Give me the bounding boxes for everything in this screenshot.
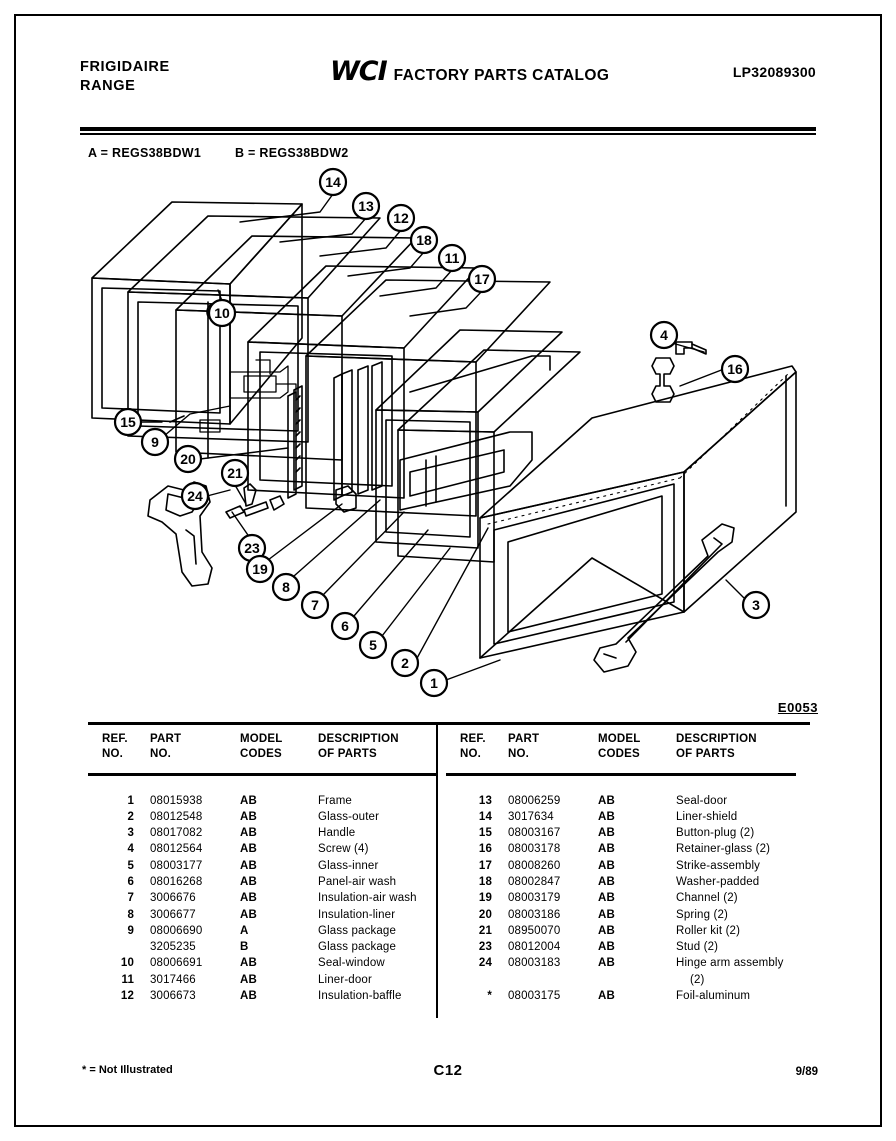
svg-text:16: 16 [727, 361, 743, 377]
cell-model-codes: AB [240, 843, 257, 856]
svg-text:23: 23 [244, 540, 260, 556]
cell-model-codes: AB [598, 875, 615, 888]
diagram-svg [80, 160, 820, 705]
svg-text:4: 4 [660, 327, 668, 343]
parts-table-left-column [88, 728, 438, 1004]
cell-ref-no: 23 [478, 941, 492, 954]
cell-part-no: 08003177 [150, 859, 203, 872]
cell-part-no: 08012564 [150, 843, 203, 856]
callout-3 [743, 592, 769, 618]
table-header-rule-left [88, 773, 438, 776]
parts-rows-right [446, 793, 796, 1005]
brand-category: RANGE [80, 78, 136, 94]
table-row [88, 793, 438, 809]
parts-rows-left [88, 793, 438, 1005]
part-roller-kit [244, 484, 284, 510]
table-row [88, 825, 438, 841]
cell-description: Seal-window [318, 957, 385, 970]
cell-description: Seal-door [676, 794, 728, 807]
part-channel [336, 486, 356, 512]
table-row [446, 825, 796, 841]
cell-part-no: 3017466 [150, 973, 196, 986]
cell-model-codes: AB [240, 973, 257, 986]
callout-4 [651, 322, 677, 348]
part-glass-inner [398, 350, 580, 562]
table-row [446, 890, 796, 906]
cell-part-no: 08016268 [150, 875, 203, 888]
svg-text:13: 13 [358, 198, 374, 214]
table-row [446, 841, 796, 857]
svg-text:19: 19 [252, 561, 268, 577]
table-row [88, 874, 438, 890]
table-row [88, 988, 438, 1004]
cell-ref-no: 10 [120, 957, 134, 970]
cell-model-codes: AB [598, 908, 615, 921]
table-row [88, 923, 438, 939]
cell-part-no: 08950070 [508, 924, 561, 937]
cell-description: Glass-outer [318, 810, 380, 823]
table-header-right [446, 728, 796, 772]
cell-part-no: 3017634 [508, 810, 554, 823]
table-top-rule [88, 722, 810, 725]
cell-ref-no: 6 [127, 875, 134, 888]
part-stud [226, 502, 268, 518]
table-row [88, 841, 438, 857]
svg-text:12: 12 [393, 210, 409, 226]
exploded-view-diagram [80, 160, 820, 705]
cell-description: Panel-air wash [318, 875, 397, 888]
brand-block [80, 58, 170, 96]
cell-description: Roller kit (2) [676, 924, 741, 937]
svg-text:14: 14 [325, 174, 341, 190]
cell-description: Hinge arm assembly (2) [676, 955, 784, 988]
brand-name: FRIGIDAIRE [80, 59, 170, 75]
cell-model-codes: AB [598, 810, 615, 823]
catalog-title: FACTORY PARTS CATALOG [393, 67, 610, 84]
cell-model-codes: AB [240, 908, 257, 921]
cell-part-no: 3205235 [150, 941, 196, 954]
cell-ref-no: 15 [478, 827, 492, 840]
callout-1 [421, 670, 447, 696]
table-row [446, 923, 796, 939]
table-row [446, 988, 796, 1004]
cell-ref-no: 21 [478, 924, 492, 937]
header-part-no: PART NO. [150, 733, 182, 760]
cell-description: Insulation-air wash [318, 892, 417, 905]
svg-text:15: 15 [120, 414, 136, 430]
callout-16 [722, 356, 748, 382]
table-row [446, 955, 796, 988]
cell-description: Glass package [318, 924, 397, 937]
cell-part-no: 08006690 [150, 924, 203, 937]
header-divider [80, 127, 816, 131]
cell-description: Foil-aluminum [676, 990, 751, 1003]
cell-ref-no: 3 [127, 827, 134, 840]
cell-model-codes: AB [598, 827, 615, 840]
callout-18 [411, 227, 437, 253]
cell-description: Strike-assembly [676, 859, 761, 872]
cell-model-codes: AB [598, 957, 615, 970]
page-number: C12 [433, 1062, 463, 1079]
cell-ref-no: 1 [127, 794, 134, 807]
header-part-no: PART NO. [508, 733, 540, 760]
cell-model-codes: B [240, 941, 249, 954]
cell-description-continued: (2) [690, 973, 705, 986]
model-code-legend [88, 146, 379, 160]
header-model-codes: MODEL CODES [598, 733, 641, 760]
cell-model-codes: AB [240, 810, 257, 823]
cell-description: Insulation-baffle [318, 990, 402, 1003]
cell-model-codes: AB [240, 794, 257, 807]
svg-text:18: 18 [416, 232, 432, 248]
cell-model-codes: AB [598, 892, 615, 905]
cell-ref-no: 13 [478, 794, 492, 807]
cell-description: Spring (2) [676, 908, 728, 921]
callout-17 [469, 266, 495, 292]
cell-model-codes: AB [598, 843, 615, 856]
cell-ref-no: 19 [478, 892, 492, 905]
cell-part-no: 08012548 [150, 810, 203, 823]
cell-part-no: 3006676 [150, 892, 196, 905]
table-row [446, 874, 796, 890]
part-door-inner-panel [400, 356, 550, 510]
cell-part-no: 08017082 [150, 827, 203, 840]
cell-ref-no: 2 [127, 810, 134, 823]
table-row [88, 955, 438, 971]
cell-ref-no: 14 [478, 810, 492, 823]
table-row [446, 793, 796, 809]
cell-part-no: 08015938 [150, 794, 203, 807]
model-code-b: B = REGS38BDW2 [234, 146, 349, 160]
callout-8 [273, 574, 299, 600]
revision-date: 9/89 [795, 1066, 818, 1078]
svg-text:8: 8 [282, 579, 290, 595]
footnote-not-illustrated: * = Not Illustrated [82, 1064, 173, 1076]
cell-part-no: 08003179 [508, 892, 561, 905]
cell-part-no: 08003183 [508, 957, 561, 970]
svg-text:5: 5 [369, 637, 377, 653]
wci-logo: WCI [330, 56, 387, 87]
callout-7 [302, 592, 328, 618]
svg-text:2: 2 [401, 655, 409, 671]
cell-model-codes: AB [240, 875, 257, 888]
cell-model-codes: AB [240, 827, 257, 840]
callout-2 [392, 650, 418, 676]
header-description: DESCRIPTION OF PARTS [318, 733, 399, 760]
cell-model-codes: AB [598, 859, 615, 872]
cell-part-no: 08006259 [508, 794, 561, 807]
header-ref-no: REF. NO. [460, 733, 486, 760]
part-washer-padded [652, 358, 674, 402]
cell-ref-no: 17 [478, 859, 492, 872]
cell-description: Glass package [318, 941, 397, 954]
svg-text:24: 24 [187, 488, 203, 504]
cell-part-no: 08003167 [508, 827, 561, 840]
callout-19 [247, 556, 273, 582]
svg-text:11: 11 [444, 250, 460, 266]
cell-model-codes: AB [598, 794, 615, 807]
cell-ref-no: 5 [127, 859, 134, 872]
cell-model-codes: AB [240, 990, 257, 1003]
svg-text:21: 21 [227, 465, 243, 481]
table-row [88, 890, 438, 906]
header-model-codes: MODEL CODES [240, 733, 283, 760]
figure-code: E0053 [777, 700, 818, 715]
cell-model-codes: AB [598, 941, 615, 954]
model-code-a: A = REGS38BDW1 [88, 146, 202, 160]
cell-part-no: 08008260 [508, 859, 561, 872]
parts-table [88, 722, 810, 1022]
svg-text:3: 3 [752, 597, 760, 613]
cell-description: Glass-inner [318, 859, 379, 872]
callout-12 [388, 205, 414, 231]
cell-model-codes: AB [240, 892, 257, 905]
cell-ref-no: 4 [127, 843, 134, 856]
cell-ref-no: 20 [478, 908, 492, 921]
callout-24 [182, 483, 208, 509]
cell-model-codes: AB [598, 990, 615, 1003]
cell-part-no: 3006673 [150, 990, 196, 1003]
svg-text:17: 17 [474, 271, 490, 287]
cell-description: Screw (4) [318, 843, 369, 856]
callout-14 [320, 169, 346, 195]
callout-10 [209, 300, 235, 326]
cell-part-no: 08006691 [150, 957, 203, 970]
cell-ref-no: * [487, 990, 492, 1003]
callout-13 [353, 193, 379, 219]
cell-description: Button-plug (2) [676, 827, 755, 840]
table-row [88, 907, 438, 923]
cell-description: Channel (2) [676, 892, 738, 905]
header-ref-no: REF. NO. [102, 733, 128, 760]
cell-part-no: 08002847 [508, 875, 561, 888]
callout-20 [175, 446, 201, 472]
cell-ref-no: 18 [478, 875, 492, 888]
part-handle [594, 524, 734, 672]
callout-6 [332, 613, 358, 639]
cell-part-no: 3006677 [150, 908, 196, 921]
cell-description: Retainer-glass (2) [676, 843, 771, 856]
header-description: DESCRIPTION OF PARTS [676, 733, 757, 760]
svg-text:6: 6 [341, 618, 349, 634]
svg-text:7: 7 [311, 597, 319, 613]
cell-description: Frame [318, 794, 352, 807]
cell-ref-no: 16 [478, 843, 492, 856]
catalog-title-block [330, 58, 609, 85]
cell-description: Liner-shield [676, 810, 738, 823]
table-row [88, 809, 438, 825]
parts-table-right-column [446, 728, 796, 1004]
cell-description: Stud (2) [676, 941, 719, 954]
cell-part-no: 08003186 [508, 908, 561, 921]
cell-description: Liner-door [318, 973, 372, 986]
table-row [88, 972, 438, 988]
callout-11 [439, 245, 465, 271]
catalog-number: LP32089300 [732, 64, 816, 80]
callout-5 [360, 632, 386, 658]
svg-text:9: 9 [151, 434, 159, 450]
cell-ref-no: 9 [127, 924, 134, 937]
cell-description: Insulation-liner [318, 908, 396, 921]
cell-part-no: 08012004 [508, 941, 561, 954]
cell-ref-no: 7 [127, 892, 134, 905]
cell-part-no: 08003175 [508, 990, 561, 1003]
cell-model-codes: A [240, 924, 249, 937]
callout-21 [222, 460, 248, 486]
cell-ref-no: 12 [120, 990, 134, 1003]
callout-9 [142, 429, 168, 455]
callout-15 [115, 409, 141, 435]
svg-text:1: 1 [430, 675, 438, 691]
table-row [446, 858, 796, 874]
svg-text:10: 10 [214, 305, 230, 321]
table-header-rule-right [446, 773, 796, 776]
cell-model-codes: AB [240, 859, 257, 872]
cell-ref-no: 11 [121, 973, 134, 986]
cell-model-codes: AB [598, 924, 615, 937]
cell-ref-no: 8 [127, 908, 134, 921]
table-row [446, 907, 796, 923]
table-header-left [88, 728, 438, 772]
cell-description: Handle [318, 827, 356, 840]
cell-description: Washer-padded [676, 875, 760, 888]
cell-model-codes: AB [240, 957, 257, 970]
cell-part-no: 08003178 [508, 843, 561, 856]
table-row [446, 809, 796, 825]
table-row [88, 939, 438, 955]
table-row [88, 858, 438, 874]
table-row [446, 939, 796, 955]
svg-text:20: 20 [180, 451, 196, 467]
cell-ref-no: 24 [478, 957, 492, 970]
